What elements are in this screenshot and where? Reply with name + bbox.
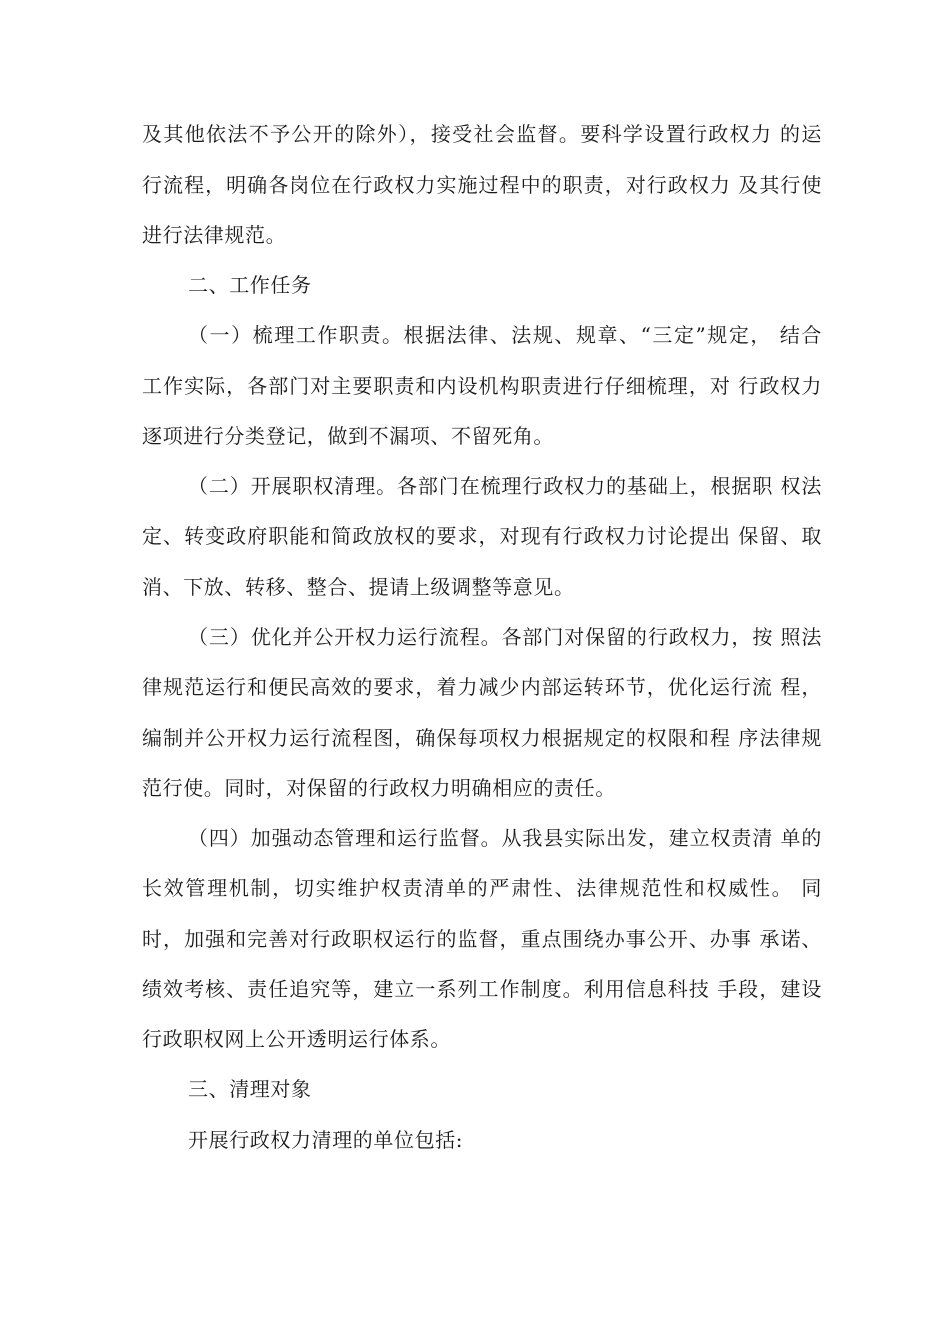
text-line: 范行使。同时，对保留的行政权力明确相应的责任。 <box>142 776 616 800</box>
section-heading: 二、工作任务 <box>188 273 312 297</box>
text-line: 及其他依法不予公开的除外），接受社会监督。要科学设置行政权力 的运 <box>142 122 822 146</box>
text-line: 编制并公开权力运行流程图，确保每项权力根据规定的权限和程 序法律规 <box>142 726 822 750</box>
text-line: 消、下放、转移、整合、提请上级调整等意见。 <box>142 575 575 599</box>
text-line: 时，加强和完善对行政职权运行的监督，重点围绕办事公开、办事 承诺、 <box>142 927 822 951</box>
paragraph-line: （一）梳理工作职责。根据法律、法规、规章、“三定”规定， 结合 <box>188 323 822 347</box>
text-line: 工作实际，各部门对主要职责和内设机构职责进行仔细梳理，对 行政权力 <box>142 374 822 398</box>
text-line: 律规范运行和便民高效的要求，着力减少内部运转环节，优化运行流 程， <box>142 675 822 699</box>
text-line: 行政职权网上公开透明运行体系。 <box>142 1027 451 1051</box>
paragraph-line: （三）优化并公开权力运行流程。各部门对保留的行政权力，按 照法 <box>188 625 822 649</box>
text-line: 定、转变政府职能和简政放权的要求，对现有行政权力讨论提出 保留、取 <box>142 524 822 548</box>
text-line: 长效管理机制，切实维护权责清单的严肃性、法律规范性和权威性。 同 <box>142 876 822 900</box>
text-line: 逐项进行分类登记，做到不漏项、不留死角。 <box>142 424 554 448</box>
text-line: 绩效考核、责任追究等，建立一系列工作制度。利用信息科技 手段，建设 <box>142 977 822 1001</box>
text-line: 行流程，明确各岗位在行政权力实施过程中的职责，对行政权力 及其行使 <box>142 173 822 197</box>
paragraph-line: 开展行政权力清理的单位包括: <box>188 1128 464 1152</box>
paragraph-line: （四）加强动态管理和运行监督。从我县实际出发，建立权责清 单的 <box>188 826 822 850</box>
text-line: 进行法律规范。 <box>142 223 287 247</box>
paragraph-line: （二）开展职权清理。各部门在梳理行政权力的基础上，根据职 权法 <box>188 474 822 498</box>
section-heading: 三、清理对象 <box>188 1077 312 1101</box>
